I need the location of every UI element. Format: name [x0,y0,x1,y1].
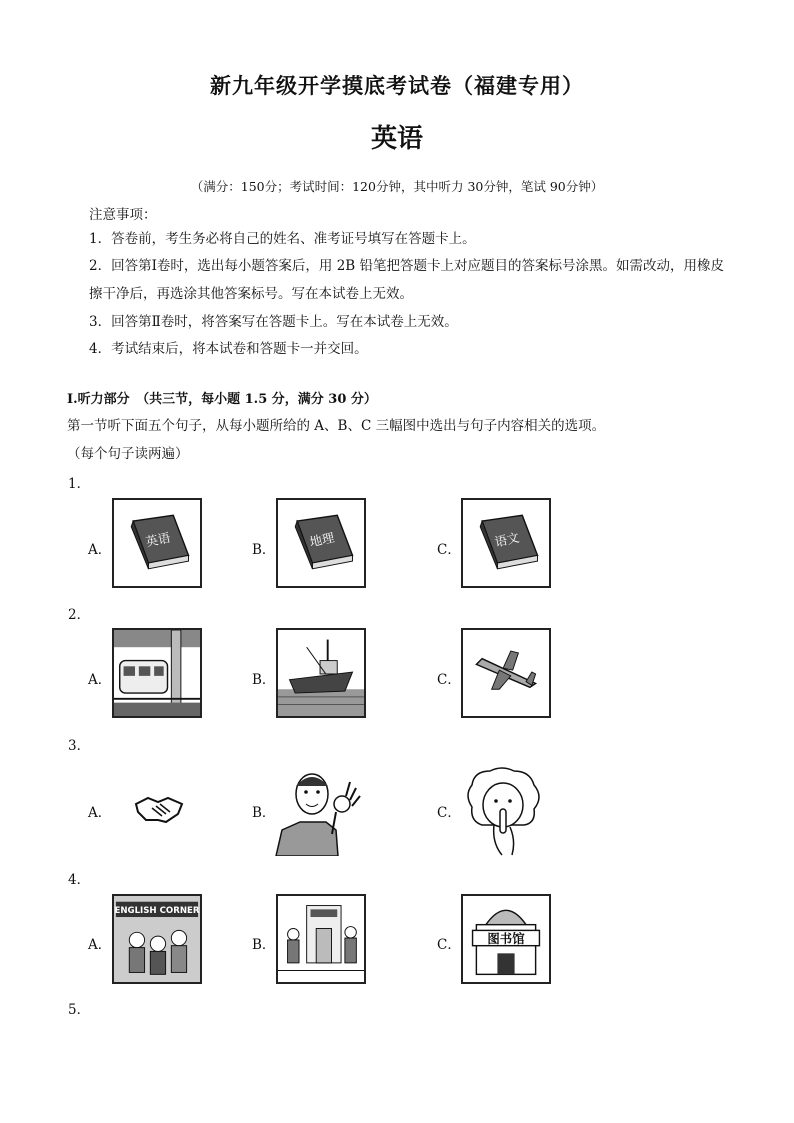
question-number-2: 2． [68,607,91,623]
train-station-image [112,628,202,718]
question-number-4: 4． [68,872,91,888]
subject-title: 英语 [370,124,423,154]
girl-shush-image [458,765,548,857]
option-label-2c: C． [437,672,461,688]
book-title-a: 英语 [144,529,172,550]
note-item-1: 1．答卷前，考生务必将自己的姓名、准考证号填写在答题卡上。 [89,231,476,247]
option-label-3c: C． [437,805,461,821]
option-label-3b: B． [252,805,276,821]
section-title: Ⅰ.听力部分 （共三节，每小题 1.5 分，满分 30 分） [67,392,377,407]
section-description: 第一节听下面五个句子，从每小题所给的 A、B、C 三幅图中选出与句子内容相关的选项。 [67,418,606,434]
english-corner-image [112,894,202,984]
option-label-2b: B． [252,672,276,688]
option-label-4a: A． [88,937,112,953]
score-line: （满分：150分；考试时间：120分钟，其中听力 30分钟，笔试 90分钟） [190,179,604,194]
option-label-2a: A． [88,672,112,688]
note-item-3: 3．回答第Ⅱ卷时，将答案写在答题卡上。写在本试卷上无效。 [89,314,458,330]
notes-heading: 注意事项： [89,207,157,223]
note-item-2: 2．回答第Ⅰ卷时，选出每小题答案后，用 2B 铅笔把答题卡上对应题目的答案标号涂黑。如需改动，用橡皮擦干净后，再选涂其他答案标号。写在本试卷上无效。 [89,258,725,302]
building-signs-image [276,894,366,984]
option-label-4b: B． [252,937,276,953]
option-label-1a: A． [88,542,112,558]
option-label-4c: C． [437,937,461,953]
book-english-image [112,498,202,588]
option-label-3a: A． [88,805,112,821]
book-title-b: 地理 [308,529,336,550]
ship-image [276,628,366,718]
handshake-image [134,790,184,828]
question-number-5: 5． [68,1002,91,1018]
question-number-3: 3． [68,738,91,754]
library-building-image [461,894,551,984]
book-geography-image [276,498,366,588]
airplane-image [461,628,551,718]
english-corner-banner: ENGLISH CORNER [114,906,200,917]
page-title: 新九年级开学摸底考试卷（福建专用） [210,73,584,98]
book-chinese-image [461,498,551,588]
man-ok-gesture-image [266,764,364,856]
option-label-1c: C． [437,542,461,558]
book-title-c: 语文 [493,529,521,550]
note-item-4: 4．考试结束后，将本试卷和答题卡一并交回。 [89,341,368,357]
section-description-note: （每个句子读两遍） [67,446,189,462]
library-sign: 图书馆 [487,930,525,946]
question-number-1: 1． [68,476,91,492]
option-label-1b: B． [252,542,276,558]
